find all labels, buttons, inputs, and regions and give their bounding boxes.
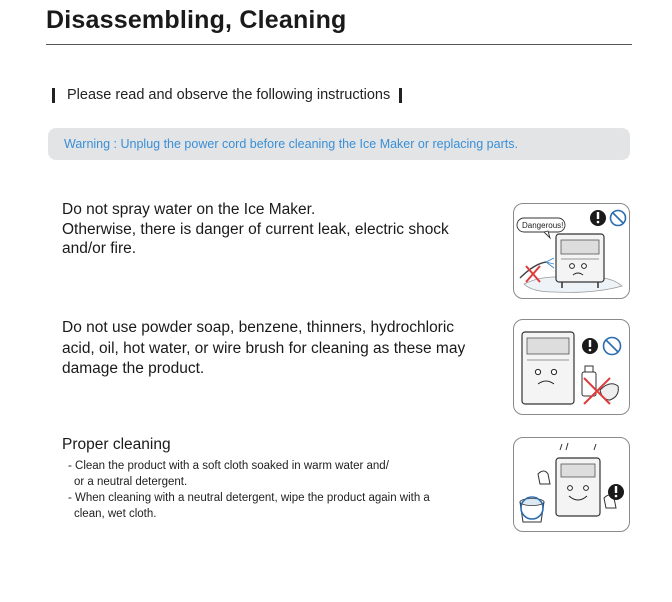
dangerous-bubble-text: Dangerous!: [522, 221, 564, 230]
warning-text: Warning : Unplug the power cord before cleaning the Ice Maker or replacing parts.: [64, 137, 518, 151]
list-item: or a neutral detergent.: [74, 476, 188, 488]
instruction-line: and/or fire.: [62, 240, 137, 257]
title-divider: [46, 44, 632, 45]
proper-cleaning-heading: Proper cleaning: [62, 436, 171, 453]
exclamation-icon: [608, 484, 624, 500]
exclamation-icon: [582, 338, 598, 354]
exclamation-icon: [590, 210, 606, 226]
instructions-heading: [52, 86, 402, 104]
prohibited-icon: [604, 338, 621, 355]
warning-banner: [48, 128, 630, 160]
instruction-no-water-spray: [62, 200, 482, 259]
list-item: clean, wet cloth.: [74, 508, 157, 520]
illustration-water-spray-danger: [513, 203, 630, 299]
list-item: - When cleaning with a neutral detergent, wipe the product again with a: [68, 492, 430, 504]
proper-cleaning-illustration: [514, 438, 629, 531]
harsh-cleaners-illustration: [514, 320, 629, 414]
water-spray-illustration: [514, 204, 629, 298]
instruction-line: acid, oil, hot water, or wire brush for cleaning as these may: [62, 339, 466, 357]
list-item: - Clean the product with a soft cloth soaked in warm water and/: [68, 460, 389, 472]
illustration-proper-cleaning: [513, 437, 630, 532]
right-bar-mark: [399, 88, 402, 103]
instruction-line: Do not use powder soap, benzene, thinners, hydrochloric: [62, 319, 455, 336]
instruction-line: Do not spray water on the Ice Maker.: [62, 201, 316, 218]
instructions-text: Please read and observe the following instructions: [67, 87, 391, 103]
page-title: Disassembling, Cleaning: [46, 6, 347, 34]
prohibited-icon: [611, 211, 626, 226]
instruction-no-harsh-cleaners: [62, 318, 492, 380]
illustration-harsh-cleaners: [513, 319, 630, 415]
instruction-line: Otherwise, there is danger of current leak, electric shock: [62, 220, 449, 238]
proper-cleaning-list: [68, 459, 478, 523]
instruction-line: damage the product.: [62, 360, 205, 377]
